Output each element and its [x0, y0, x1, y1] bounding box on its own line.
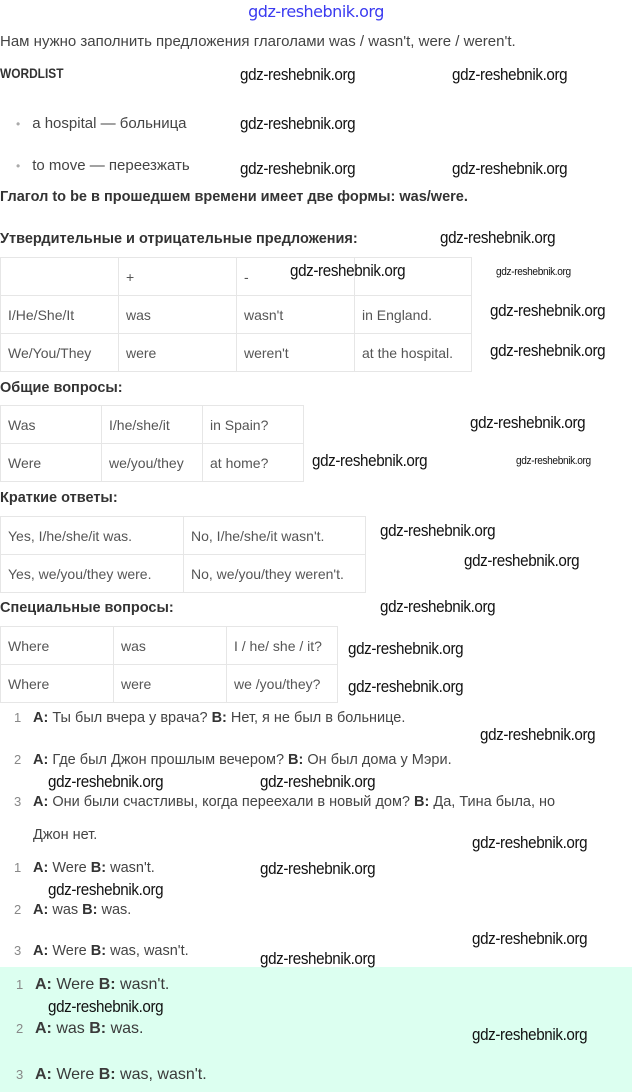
- watermark: gdz-reshebnik.org: [348, 640, 464, 658]
- line-a: Ты был вчера у врача?: [48, 710, 212, 726]
- answer-a: Were: [48, 860, 91, 876]
- watermark: gdz-reshebnik.org: [290, 262, 406, 280]
- wordlist-title: WORDLIST: [0, 65, 64, 81]
- translation-item: [0, 710, 405, 726]
- watermark: gdz-reshebnik.org: [496, 266, 571, 278]
- speaker-a: A:: [33, 752, 49, 768]
- speaker-b: B:: [82, 902, 98, 918]
- watermark: gdz-reshebnik.org: [48, 881, 164, 899]
- table-cell: No, we/you/they weren't.: [184, 555, 366, 593]
- line-b: Да, Тина была, но: [429, 794, 556, 810]
- speaker-a: A:: [33, 794, 49, 810]
- answer-a: Were: [51, 1066, 99, 1083]
- line-a: Где был Джон прошлым вечером?: [48, 752, 289, 768]
- table-cell: Was: [1, 406, 102, 444]
- highlighted-answer-item: [2, 976, 169, 994]
- table-cell: -: [237, 258, 355, 296]
- watermark: gdz-reshebnik.org: [380, 598, 496, 616]
- watermark: gdz-reshebnik.org: [490, 302, 606, 320]
- table-cell: I/He/She/It: [1, 296, 119, 334]
- table-cell: were: [114, 665, 227, 703]
- general-questions-table: [0, 405, 304, 482]
- table-cell: at home?: [203, 444, 304, 482]
- special-questions-table: [0, 626, 338, 703]
- watermark: gdz-reshebnik.org: [260, 773, 376, 791]
- speaker-a: A:: [33, 710, 49, 726]
- translation-item: [0, 794, 555, 810]
- table-cell: No, I/he/she/it wasn't.: [184, 517, 366, 555]
- line-a: Они были счастливы, когда переехали в новый дом?: [48, 794, 415, 810]
- wordlist-item: [16, 115, 187, 132]
- watermark: gdz-reshebnik.org: [472, 930, 588, 948]
- section-title: Краткие ответы:: [0, 490, 118, 506]
- watermark: gdz-reshebnik.org: [490, 342, 606, 360]
- speaker-a: A:: [33, 902, 49, 918]
- item-number: 1: [14, 860, 22, 875]
- watermark: gdz-reshebnik.org: [452, 66, 568, 84]
- answer-a: Were: [51, 976, 99, 993]
- table-cell: wasn't: [237, 296, 355, 334]
- table-cell: I / he/ she / it?: [227, 627, 338, 665]
- speaker-b: B:: [90, 860, 107, 876]
- watermark: gdz-reshebnik.org: [480, 726, 596, 744]
- answer-b: wasn't.: [115, 976, 170, 993]
- table-cell: weren't: [237, 334, 355, 372]
- answer-item: [0, 860, 155, 876]
- translation-continuation: Джон нет.: [33, 827, 98, 843]
- section-title: Общие вопросы:: [0, 380, 123, 396]
- watermark: gdz-reshebnik.org: [348, 678, 464, 696]
- watermark: gdz-reshebnik.org: [472, 1026, 588, 1044]
- table-cell: in Spain?: [203, 406, 304, 444]
- speaker-b: B:: [211, 710, 227, 726]
- wordlist-item-text: to move — переезжать: [32, 157, 190, 174]
- item-number: 2: [14, 752, 22, 767]
- table-cell: we/you/they: [102, 444, 203, 482]
- item-number: 3: [14, 794, 22, 809]
- item-number: 2: [14, 902, 22, 917]
- watermark: gdz-reshebnik.org: [48, 998, 164, 1016]
- speaker-b: B:: [89, 1020, 107, 1037]
- section-title: Утвердительные и отрицательные предложения:: [0, 231, 358, 247]
- table-cell: [1, 258, 119, 296]
- table-cell: We/You/They: [1, 334, 119, 372]
- answer-a: was: [48, 902, 83, 918]
- answer-b: was.: [97, 902, 132, 918]
- table-cell: was: [119, 296, 237, 334]
- highlighted-answer-item: [2, 1066, 207, 1084]
- line-b: Он был дома у Мэри.: [303, 752, 452, 768]
- speaker-a: A:: [33, 860, 49, 876]
- speaker-b: B:: [414, 794, 430, 810]
- table-cell: Where: [1, 665, 114, 703]
- answer-item: [0, 902, 131, 918]
- item-number: 3: [16, 1067, 24, 1082]
- table-cell: Where: [1, 627, 114, 665]
- watermark: gdz-reshebnik.org: [240, 160, 356, 178]
- item-number: 3: [14, 943, 22, 958]
- table-cell: was: [114, 627, 227, 665]
- speaker-b: B:: [90, 943, 107, 959]
- watermark: gdz-reshebnik.org: [516, 455, 591, 467]
- answer-b: was, wasn't.: [115, 1066, 207, 1083]
- item-number: 1: [16, 977, 24, 992]
- table-cell: Were: [1, 444, 102, 482]
- speaker-a: A:: [35, 1020, 52, 1037]
- watermark: gdz-reshebnik.org: [470, 414, 586, 432]
- table-cell: +: [119, 258, 237, 296]
- line-b: Нет, я не был в больнице.: [226, 710, 406, 726]
- speaker-b: B:: [98, 1066, 116, 1083]
- watermark: gdz-reshebnik.org: [48, 773, 164, 791]
- table-cell: at the hospital.: [355, 334, 472, 372]
- speaker-a: A:: [35, 1066, 52, 1083]
- watermark: gdz-reshebnik.org: [260, 860, 376, 878]
- header-watermark[interactable]: gdz-reshebnik.org: [248, 2, 384, 21]
- speaker-a: A:: [33, 943, 49, 959]
- wordlist-item-text: a hospital — больница: [32, 115, 187, 132]
- short-answers-table: [0, 516, 366, 593]
- watermark: gdz-reshebnik.org: [464, 552, 580, 570]
- watermark: gdz-reshebnik.org: [472, 834, 588, 852]
- watermark: gdz-reshebnik.org: [380, 522, 496, 540]
- table-cell: Yes, we/you/they were.: [1, 555, 184, 593]
- rule-text: Глагол to be в прошедшем времени имеет две формы: was/were.: [0, 189, 468, 205]
- bullet-icon: •: [16, 117, 21, 131]
- speaker-a: A:: [35, 976, 52, 993]
- watermark: gdz-reshebnik.org: [240, 66, 356, 84]
- answer-b: was, wasn't.: [106, 943, 189, 959]
- highlighted-answer-item: [2, 1020, 143, 1038]
- watermark: gdz-reshebnik.org: [440, 229, 556, 247]
- table-cell: in England.: [355, 296, 472, 334]
- watermark: gdz-reshebnik.org: [240, 115, 356, 133]
- answer-a: Were: [48, 943, 91, 959]
- intro-text: Нам нужно заполнить предложения глаголами was / wasn't, were / weren't.: [0, 33, 516, 50]
- answer-b: was.: [106, 1020, 144, 1037]
- answer-item: [0, 943, 189, 959]
- bullet-icon: •: [16, 159, 21, 173]
- speaker-b: B:: [288, 752, 304, 768]
- table-cell: were: [119, 334, 237, 372]
- item-number: 1: [14, 710, 22, 725]
- wordlist-item: [16, 157, 190, 174]
- translation-item: [0, 752, 452, 768]
- item-number: 2: [16, 1021, 24, 1036]
- table-cell: we /you/they?: [227, 665, 338, 703]
- answer-b: wasn't.: [106, 860, 155, 876]
- table-cell: I/he/she/it: [102, 406, 203, 444]
- watermark: gdz-reshebnik.org: [452, 160, 568, 178]
- answer-a: was: [51, 1020, 90, 1037]
- watermark: gdz-reshebnik.org: [312, 452, 428, 470]
- speaker-b: B:: [98, 976, 116, 993]
- watermark: gdz-reshebnik.org: [260, 950, 376, 968]
- section-title: Специальные вопросы:: [0, 600, 174, 616]
- table-cell: Yes, I/he/she/it was.: [1, 517, 184, 555]
